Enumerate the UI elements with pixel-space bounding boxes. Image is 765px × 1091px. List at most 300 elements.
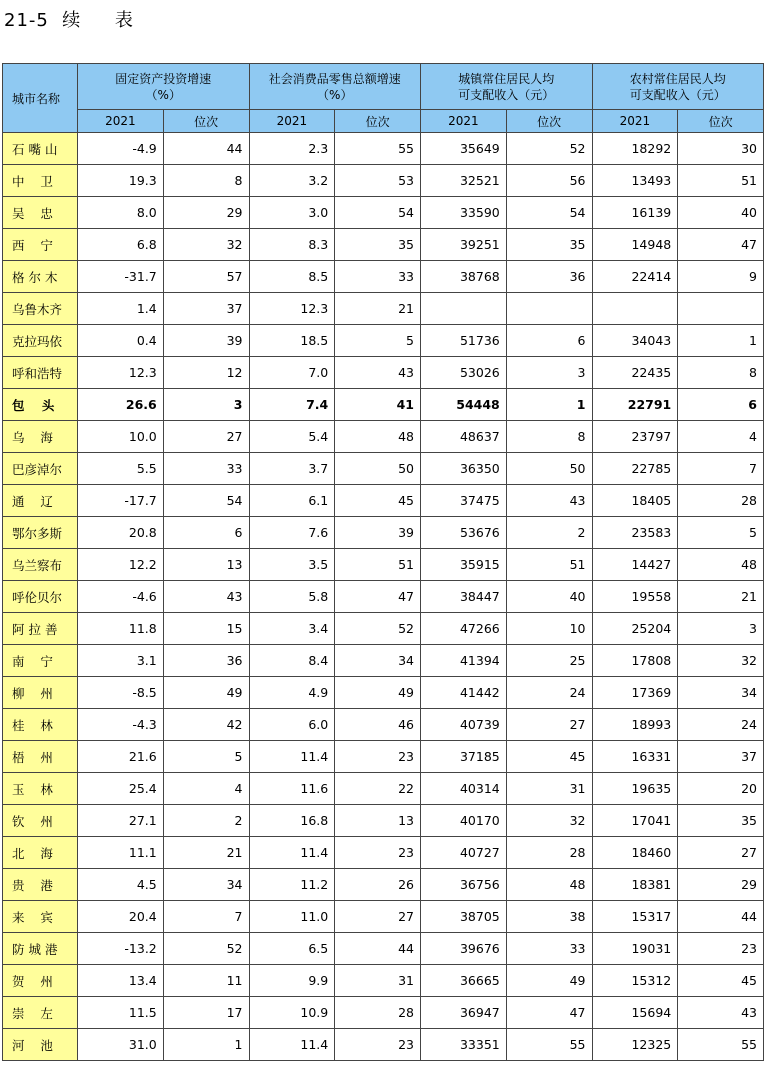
retail-sales-value: 11.4	[249, 837, 335, 869]
urban-income-value: 36665	[421, 965, 507, 997]
retail-sales-value: 12.3	[249, 293, 335, 325]
urban-income-value: 53676	[421, 517, 507, 549]
year-header: 2021	[249, 110, 335, 133]
retail-sales-rank: 23	[335, 741, 421, 773]
city-name-cell: 呼和浩特	[3, 357, 78, 389]
fixed-investment-value: 19.3	[78, 165, 164, 197]
fixed-investment-value: -4.9	[78, 133, 164, 165]
fixed-investment-rank: 8	[163, 165, 249, 197]
urban-income-rank: 32	[506, 805, 592, 837]
rural-income-rank: 30	[678, 133, 764, 165]
rural-income-value: 19635	[592, 773, 678, 805]
rural-income-value: 18381	[592, 869, 678, 901]
year-header: 2021	[78, 110, 164, 133]
retail-sales-rank: 47	[335, 581, 421, 613]
fixed-investment-rank: 29	[163, 197, 249, 229]
city-name-cell: 柳 州	[3, 677, 78, 709]
fixed-investment-header	[78, 64, 250, 110]
urban-income-value: 47266	[421, 613, 507, 645]
fixed-investment-rank: 13	[163, 549, 249, 581]
retail-sales-value: 5.8	[249, 581, 335, 613]
table-row	[3, 421, 764, 453]
fixed-investment-rank: 1	[163, 1029, 249, 1061]
retail-sales-value: 3.7	[249, 453, 335, 485]
city-name-cell: 河 池	[3, 1029, 78, 1061]
retail-sales-rank: 34	[335, 645, 421, 677]
rural-income-header	[592, 64, 764, 110]
retail-sales-header	[249, 64, 421, 110]
rural-income-value: 22785	[592, 453, 678, 485]
rural-income-value: 18460	[592, 837, 678, 869]
fixed-investment-value: 4.5	[78, 869, 164, 901]
fixed-investment-value: 21.6	[78, 741, 164, 773]
rural-income-rank: 29	[678, 869, 764, 901]
table-row	[3, 325, 764, 357]
city-name-cell: 石 嘴 山	[3, 133, 78, 165]
rank-header: 位次	[335, 110, 421, 133]
rural-income-rank: 43	[678, 997, 764, 1029]
urban-income-value: 40314	[421, 773, 507, 805]
city-name-cell: 南 宁	[3, 645, 78, 677]
city-name-cell: 贵 港	[3, 869, 78, 901]
urban-income-rank: 27	[506, 709, 592, 741]
urban-income-value: 35915	[421, 549, 507, 581]
table-row	[3, 837, 764, 869]
retail-sales-value: 11.2	[249, 869, 335, 901]
urban-income-rank	[506, 293, 592, 325]
urban-income-value: 48637	[421, 421, 507, 453]
retail-sales-rank: 5	[335, 325, 421, 357]
table-body	[3, 133, 764, 1061]
urban-income-rank: 56	[506, 165, 592, 197]
retail-sales-value: 10.9	[249, 997, 335, 1029]
retail-sales-rank: 41	[335, 389, 421, 421]
urban-income-value: 32521	[421, 165, 507, 197]
rural-income-rank: 9	[678, 261, 764, 293]
table-row	[3, 517, 764, 549]
table-header	[3, 64, 764, 133]
rural-income-rank: 3	[678, 613, 764, 645]
table-row	[3, 133, 764, 165]
urban-income-value: 38447	[421, 581, 507, 613]
city-name-cell: 克拉玛依	[3, 325, 78, 357]
retail-sales-value: 7.0	[249, 357, 335, 389]
city-name-cell: 巴彦淖尔	[3, 453, 78, 485]
city-name-cell: 贺 州	[3, 965, 78, 997]
table-row	[3, 741, 764, 773]
retail-sales-rank: 44	[335, 933, 421, 965]
rural-income-title: 农村常住居民人均	[629, 71, 726, 86]
retail-sales-value: 4.9	[249, 677, 335, 709]
urban-income-rank: 8	[506, 421, 592, 453]
retail-sales-rank: 22	[335, 773, 421, 805]
fixed-investment-value: 26.6	[78, 389, 164, 421]
retail-sales-value: 18.5	[249, 325, 335, 357]
urban-income-rank: 36	[506, 261, 592, 293]
rural-income-value: 17808	[592, 645, 678, 677]
fixed-investment-rank: 7	[163, 901, 249, 933]
table-row	[3, 805, 764, 837]
urban-income-header	[421, 64, 593, 110]
fixed-investment-rank: 3	[163, 389, 249, 421]
rural-income-rank: 48	[678, 549, 764, 581]
fixed-investment-rank: 57	[163, 261, 249, 293]
table-row	[3, 357, 764, 389]
fixed-investment-rank: 4	[163, 773, 249, 805]
rural-income-value: 22435	[592, 357, 678, 389]
retail-sales-value: 7.4	[249, 389, 335, 421]
retail-sales-value: 11.0	[249, 901, 335, 933]
rural-income-rank	[678, 293, 764, 325]
urban-income-rank: 33	[506, 933, 592, 965]
fixed-investment-rank: 36	[163, 645, 249, 677]
retail-sales-value: 6.0	[249, 709, 335, 741]
urban-income-rank: 35	[506, 229, 592, 261]
fixed-investment-value: 11.8	[78, 613, 164, 645]
retail-sales-rank: 23	[335, 1029, 421, 1061]
urban-income-rank: 43	[506, 485, 592, 517]
retail-sales-rank: 23	[335, 837, 421, 869]
table-row	[3, 261, 764, 293]
table-row	[3, 645, 764, 677]
retail-sales-value: 3.4	[249, 613, 335, 645]
fixed-investment-value: 3.1	[78, 645, 164, 677]
fixed-investment-value: -17.7	[78, 485, 164, 517]
table-row	[3, 965, 764, 997]
fixed-investment-value: 10.0	[78, 421, 164, 453]
urban-income-value: 54448	[421, 389, 507, 421]
fixed-investment-rank: 15	[163, 613, 249, 645]
retail-sales-rank: 51	[335, 549, 421, 581]
fixed-investment-value: -4.3	[78, 709, 164, 741]
fixed-investment-value: 20.8	[78, 517, 164, 549]
city-name-cell: 西 宁	[3, 229, 78, 261]
urban-income-value: 36947	[421, 997, 507, 1029]
urban-income-rank: 49	[506, 965, 592, 997]
rural-income-value: 13493	[592, 165, 678, 197]
retail-sales-rank: 54	[335, 197, 421, 229]
urban-income-rank: 10	[506, 613, 592, 645]
urban-income-value: 40170	[421, 805, 507, 837]
fixed-investment-value: 25.4	[78, 773, 164, 805]
rural-income-rank: 28	[678, 485, 764, 517]
retail-sales-value: 3.2	[249, 165, 335, 197]
rural-income-rank: 27	[678, 837, 764, 869]
fixed-investment-value: 6.8	[78, 229, 164, 261]
urban-income-rank: 55	[506, 1029, 592, 1061]
retail-sales-value: 9.9	[249, 965, 335, 997]
rural-income-value: 19031	[592, 933, 678, 965]
city-name-cell: 桂 林	[3, 709, 78, 741]
table-row	[3, 229, 764, 261]
retail-sales-value: 16.8	[249, 805, 335, 837]
urban-income-value: 37185	[421, 741, 507, 773]
table-row	[3, 613, 764, 645]
fixed-investment-value: 11.5	[78, 997, 164, 1029]
retail-sales-rank: 13	[335, 805, 421, 837]
city-name-cell: 通 辽	[3, 485, 78, 517]
rural-income-value: 18993	[592, 709, 678, 741]
retail-sales-rank: 50	[335, 453, 421, 485]
fixed-investment-rank: 54	[163, 485, 249, 517]
urban-income-value: 36350	[421, 453, 507, 485]
retail-sales-rank: 27	[335, 901, 421, 933]
fixed-investment-value: 0.4	[78, 325, 164, 357]
fixed-investment-value: -8.5	[78, 677, 164, 709]
fixed-investment-value: 12.2	[78, 549, 164, 581]
rural-income-value: 22791	[592, 389, 678, 421]
retail-sales-rank: 28	[335, 997, 421, 1029]
retail-sales-title: 社会消费品零售总额增速	[268, 71, 401, 86]
rural-income-value: 34043	[592, 325, 678, 357]
fixed-investment-rank: 43	[163, 581, 249, 613]
fixed-investment-value: 11.1	[78, 837, 164, 869]
city-name-cell: 玉 林	[3, 773, 78, 805]
rural-income-value: 15694	[592, 997, 678, 1029]
fixed-investment-rank: 21	[163, 837, 249, 869]
rural-income-value: 23797	[592, 421, 678, 453]
fixed-investment-value: 12.3	[78, 357, 164, 389]
fixed-investment-value: -4.6	[78, 581, 164, 613]
rural-income-unit: 可支配收入（元）	[629, 87, 726, 102]
rural-income-rank: 1	[678, 325, 764, 357]
urban-income-rank: 3	[506, 357, 592, 389]
table-row	[3, 1029, 764, 1061]
rural-income-value	[592, 293, 678, 325]
retail-sales-value: 8.5	[249, 261, 335, 293]
urban-income-value: 36756	[421, 869, 507, 901]
retail-sales-rank: 31	[335, 965, 421, 997]
rural-income-value: 18405	[592, 485, 678, 517]
urban-income-value: 39251	[421, 229, 507, 261]
rank-header: 位次	[506, 110, 592, 133]
rural-income-value: 18292	[592, 133, 678, 165]
fixed-investment-value: 5.5	[78, 453, 164, 485]
rural-income-value: 17369	[592, 677, 678, 709]
city-name-cell: 来 宾	[3, 901, 78, 933]
rural-income-value: 14948	[592, 229, 678, 261]
rural-income-rank: 35	[678, 805, 764, 837]
rural-income-rank: 32	[678, 645, 764, 677]
table-row	[3, 933, 764, 965]
fixed-investment-rank: 5	[163, 741, 249, 773]
rural-income-value: 15317	[592, 901, 678, 933]
urban-income-rank: 51	[506, 549, 592, 581]
retail-sales-rank: 55	[335, 133, 421, 165]
fixed-investment-rank: 12	[163, 357, 249, 389]
retail-sales-rank: 39	[335, 517, 421, 549]
retail-sales-value: 8.4	[249, 645, 335, 677]
urban-income-rank: 1	[506, 389, 592, 421]
urban-income-rank: 47	[506, 997, 592, 1029]
rural-income-rank: 40	[678, 197, 764, 229]
rank-header: 位次	[678, 110, 764, 133]
city-name-cell: 梧 州	[3, 741, 78, 773]
urban-income-value: 37475	[421, 485, 507, 517]
retail-sales-rank: 43	[335, 357, 421, 389]
table-row	[3, 549, 764, 581]
rural-income-rank: 20	[678, 773, 764, 805]
fixed-investment-rank: 39	[163, 325, 249, 357]
rural-income-rank: 5	[678, 517, 764, 549]
rural-income-rank: 21	[678, 581, 764, 613]
urban-income-rank: 25	[506, 645, 592, 677]
rural-income-rank: 7	[678, 453, 764, 485]
table-row	[3, 453, 764, 485]
retail-sales-rank: 35	[335, 229, 421, 261]
fixed-investment-rank: 27	[163, 421, 249, 453]
urban-income-value: 41394	[421, 645, 507, 677]
rural-income-value: 17041	[592, 805, 678, 837]
city-name-cell: 格 尔 木	[3, 261, 78, 293]
page-title: 21-5 续 表	[4, 10, 134, 31]
urban-income-value: 40739	[421, 709, 507, 741]
retail-sales-value: 6.5	[249, 933, 335, 965]
retail-sales-rank: 49	[335, 677, 421, 709]
rural-income-rank: 8	[678, 357, 764, 389]
table-row	[3, 901, 764, 933]
retail-sales-rank: 45	[335, 485, 421, 517]
year-header: 2021	[592, 110, 678, 133]
city-name-cell: 北 海	[3, 837, 78, 869]
fixed-investment-rank: 52	[163, 933, 249, 965]
retail-sales-rank: 21	[335, 293, 421, 325]
year-header: 2021	[421, 110, 507, 133]
table-row	[3, 581, 764, 613]
table-row	[3, 709, 764, 741]
retail-sales-rank: 52	[335, 613, 421, 645]
city-name-header: 城市名称	[3, 64, 78, 133]
urban-income-value	[421, 293, 507, 325]
retail-sales-value: 2.3	[249, 133, 335, 165]
rural-income-value: 16331	[592, 741, 678, 773]
retail-sales-value: 11.4	[249, 741, 335, 773]
city-name-cell: 乌 海	[3, 421, 78, 453]
fixed-investment-rank: 11	[163, 965, 249, 997]
fixed-investment-rank: 32	[163, 229, 249, 261]
urban-income-value: 39676	[421, 933, 507, 965]
fixed-investment-rank: 37	[163, 293, 249, 325]
fixed-investment-rank: 44	[163, 133, 249, 165]
city-name-cell: 包 头	[3, 389, 78, 421]
retail-sales-value: 11.4	[249, 1029, 335, 1061]
urban-income-value: 35649	[421, 133, 507, 165]
rural-income-value: 22414	[592, 261, 678, 293]
table-row	[3, 197, 764, 229]
fixed-investment-unit: （%）	[145, 87, 181, 102]
urban-income-rank: 54	[506, 197, 592, 229]
table-row	[3, 165, 764, 197]
urban-income-value: 53026	[421, 357, 507, 389]
rural-income-value: 16139	[592, 197, 678, 229]
fixed-investment-rank: 2	[163, 805, 249, 837]
table-row	[3, 485, 764, 517]
rural-income-rank: 6	[678, 389, 764, 421]
city-name-cell: 乌鲁木齐	[3, 293, 78, 325]
urban-income-value: 41442	[421, 677, 507, 709]
urban-income-rank: 2	[506, 517, 592, 549]
retail-sales-rank: 33	[335, 261, 421, 293]
city-name-cell: 钦 州	[3, 805, 78, 837]
urban-income-value: 33351	[421, 1029, 507, 1061]
city-name-cell: 崇 左	[3, 997, 78, 1029]
rural-income-rank: 47	[678, 229, 764, 261]
urban-income-rank: 24	[506, 677, 592, 709]
urban-income-value: 38768	[421, 261, 507, 293]
fixed-investment-value: -31.7	[78, 261, 164, 293]
rural-income-rank: 4	[678, 421, 764, 453]
city-name-cell: 呼伦贝尔	[3, 581, 78, 613]
retail-sales-rank: 48	[335, 421, 421, 453]
rural-income-rank: 45	[678, 965, 764, 997]
retail-sales-rank: 26	[335, 869, 421, 901]
retail-sales-value: 8.3	[249, 229, 335, 261]
urban-income-value: 51736	[421, 325, 507, 357]
urban-income-rank: 45	[506, 741, 592, 773]
fixed-investment-value: 20.4	[78, 901, 164, 933]
urban-income-title: 城镇常住居民人均	[458, 71, 555, 86]
fixed-investment-rank: 17	[163, 997, 249, 1029]
urban-income-unit: 可支配收入（元）	[458, 87, 555, 102]
fixed-investment-title: 固定资产投资增速	[115, 71, 212, 86]
urban-income-rank: 48	[506, 869, 592, 901]
urban-income-rank: 38	[506, 901, 592, 933]
retail-sales-value: 3.5	[249, 549, 335, 581]
rank-header: 位次	[163, 110, 249, 133]
statistics-table	[2, 63, 764, 1061]
retail-sales-value: 11.6	[249, 773, 335, 805]
fixed-investment-value: -13.2	[78, 933, 164, 965]
fixed-investment-rank: 49	[163, 677, 249, 709]
fixed-investment-rank: 6	[163, 517, 249, 549]
fixed-investment-value: 8.0	[78, 197, 164, 229]
retail-sales-value: 6.1	[249, 485, 335, 517]
fixed-investment-value: 27.1	[78, 805, 164, 837]
rural-income-rank: 34	[678, 677, 764, 709]
urban-income-rank: 31	[506, 773, 592, 805]
table-row	[3, 677, 764, 709]
urban-income-rank: 6	[506, 325, 592, 357]
rural-income-value: 19558	[592, 581, 678, 613]
urban-income-value: 38705	[421, 901, 507, 933]
fixed-investment-value: 13.4	[78, 965, 164, 997]
fixed-investment-rank: 34	[163, 869, 249, 901]
rural-income-value: 12325	[592, 1029, 678, 1061]
urban-income-rank: 28	[506, 837, 592, 869]
urban-income-value: 33590	[421, 197, 507, 229]
city-name-cell: 鄂尔多斯	[3, 517, 78, 549]
rural-income-rank: 55	[678, 1029, 764, 1061]
city-name-cell: 中 卫	[3, 165, 78, 197]
fixed-investment-value: 31.0	[78, 1029, 164, 1061]
city-name-cell: 阿 拉 善	[3, 613, 78, 645]
table-row	[3, 389, 764, 421]
table-row	[3, 997, 764, 1029]
retail-sales-value: 3.0	[249, 197, 335, 229]
table-row	[3, 293, 764, 325]
rural-income-rank: 24	[678, 709, 764, 741]
retail-sales-value: 5.4	[249, 421, 335, 453]
retail-sales-rank: 46	[335, 709, 421, 741]
retail-sales-rank: 53	[335, 165, 421, 197]
rural-income-rank: 37	[678, 741, 764, 773]
retail-sales-unit: （%）	[317, 87, 353, 102]
urban-income-rank: 40	[506, 581, 592, 613]
city-name-cell: 防 城 港	[3, 933, 78, 965]
fixed-investment-value: 1.4	[78, 293, 164, 325]
rural-income-rank: 51	[678, 165, 764, 197]
fixed-investment-rank: 42	[163, 709, 249, 741]
